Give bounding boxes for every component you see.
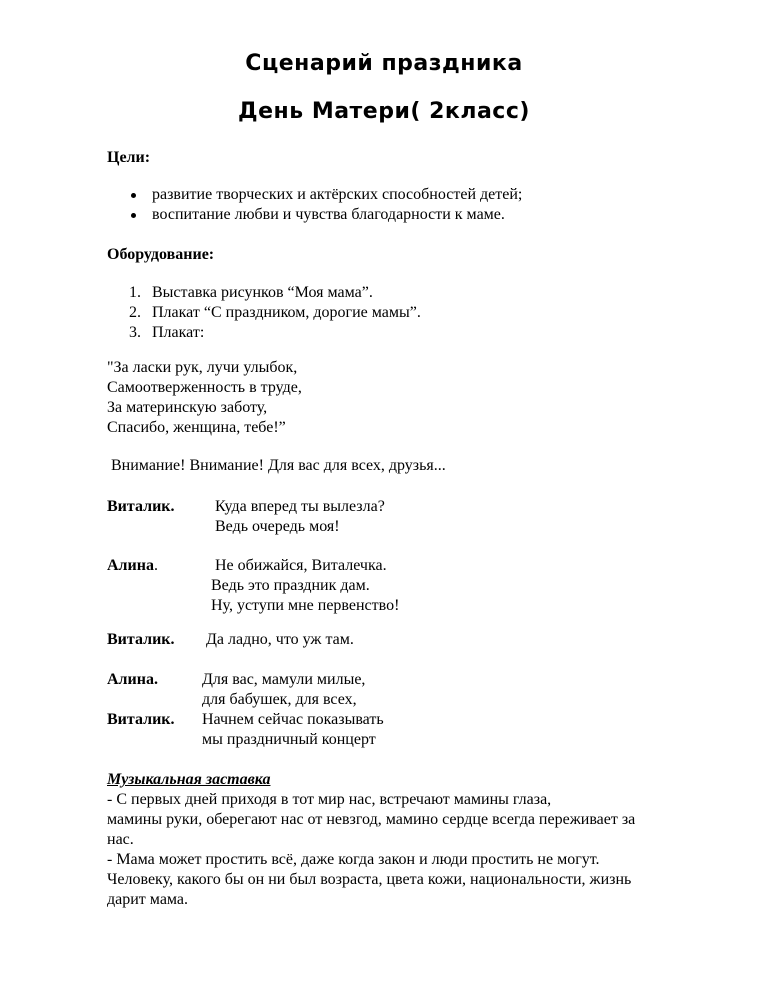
paragraph-line: - Мама может простить всё, даже когда закон и люди простить не могут. [107,851,600,868]
dialogue-line: мы праздничный концерт [202,731,376,748]
poster-poem [107,358,302,438]
paragraph-line: нас. [107,831,134,848]
list-item: развитие творческих и актёрских способностей детей; [107,185,522,205]
dialogue-line: Да ладно, что уж там. [206,631,354,648]
poem-line: Спасибо, женщина, тебе!” [107,419,286,436]
poem-line: "За ласки рук, лучи улыбок, [107,359,298,376]
list-item: 2. Плакат “С праздником, дорогие мамы”. [129,304,421,321]
poem-line: За материнскую заботу, [107,399,268,416]
dialogue-line: Ведь очередь моя! [215,518,340,535]
poem-line: Самоотверженность в труде, [107,379,302,396]
dialogue-line: Для вас, мамули милые, [202,671,366,688]
speaker-name: Виталик. [107,631,175,648]
speaker-name: Виталик. [107,711,175,728]
speaker-name: Алина. [107,557,158,574]
section-title: Музыкальная заставка [107,771,271,788]
dialogue-line: Куда вперед ты вылезла? [215,498,385,515]
goals-list [107,185,522,225]
list-item: 1. Выставка рисунков “Моя мама”. [129,284,373,301]
announcement: Внимание! Внимание! Для вас для всех, друзья... [107,457,446,474]
goals-heading: Цели: [107,149,151,166]
paragraph-line: Человеку, какого бы он ни был возраста, цвета кожи, национальности, жизнь [107,871,632,888]
music-section [107,770,707,910]
dialogue-line: Ну, уступи мне первенство! [211,597,400,614]
dialogue-line: Ведь это праздник дам. [211,577,370,594]
paragraph-line: дарит мама. [107,891,189,908]
equipment-list [107,283,421,343]
dialogue-line: Не обижайся, Виталечка. [215,557,387,574]
list-item: воспитание любви и чувства благодарности к маме. [107,205,522,225]
document-subtitle: День Матери( 2класс) [238,99,530,124]
dialogue-line: Начнем сейчас показывать [202,711,384,728]
paragraph-line: - С первых дней приходя в тот мир нас, встречают мамины глаза, [107,791,552,808]
list-item: 3. Плакат: [129,324,205,341]
paragraph-line: мамины руки, оберегают нас от невзгод, мамино сердце всегда переживает за [107,811,636,828]
equipment-heading: Оборудование: [107,246,215,263]
document-title: Сценарий праздника [245,51,523,76]
speaker-name: Виталик. [107,498,175,515]
dialogue-line: для бабушек, для всех, [202,691,357,708]
speaker-name: Алина. [107,671,158,688]
